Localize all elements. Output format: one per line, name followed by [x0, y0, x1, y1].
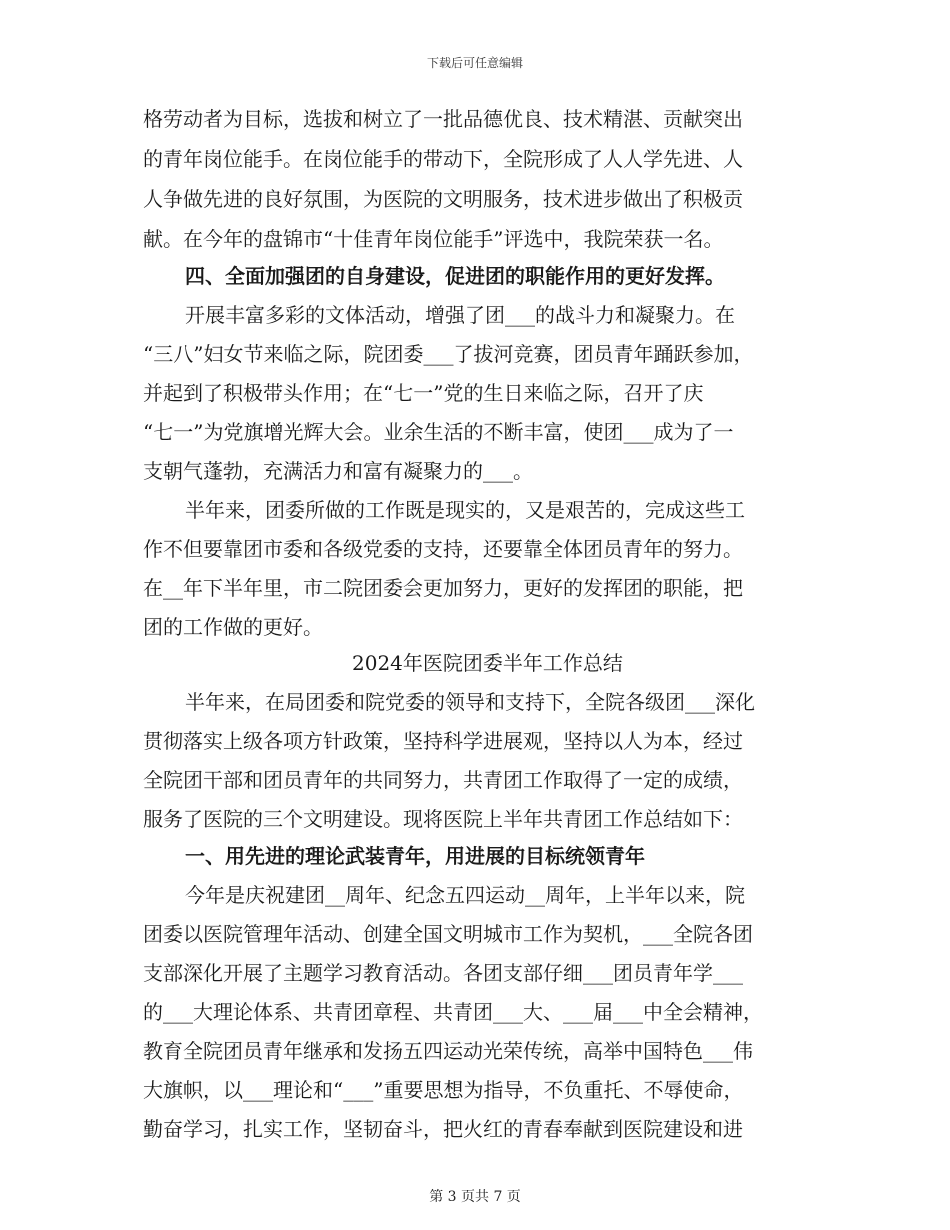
body-line: 的青年岗位能手。在岗位能手的带动下，全院形成了人人学先进、人	[143, 147, 743, 171]
section-heading: 一、用先进的理论武装青年，用进展的目标统领青年	[185, 844, 645, 868]
body-line: 服务了医院的三个文明建设。现将医院上半年共青团工作总结如下：	[143, 807, 743, 831]
body-line: 半年来，在局团委和院党委的领导和支持下，全院各级团___深化	[185, 690, 755, 714]
body-line: 大旗帜，以___理论和“___”重要思想为指导，不负重托、不辱使命，	[143, 1078, 744, 1102]
body-line: 人争做先进的良好氛围，为医院的文明服务，技术进步做出了积极贡	[143, 187, 743, 211]
body-line: 支朝气蓬勃，充满活力和富有凝聚力的___。	[143, 459, 533, 483]
body-line: 今年是庆祝建团__周年、纪念五四运动__周年，上半年以来，院	[185, 883, 745, 907]
page-number: 第 3 页共 7 页	[429, 1189, 521, 1205]
body-line: 并起到了积极带头作用；在“七一”党的生日来临之际，召开了庆	[143, 381, 704, 405]
body-line: 开展丰富多彩的文体活动，增强了团___的战斗力和凝聚力。在	[185, 303, 735, 327]
body-line: 献。在今年的盘锦市“十佳青年岗位能手”评选中，我院荣获一名。	[143, 227, 724, 251]
body-line: 的___大理论体系、共青团章程、共青团___大、___届___中全会精神，	[143, 1000, 763, 1024]
section-heading: 四、全面加强团的自身建设，促进团的职能作用的更好发挥。	[185, 264, 725, 288]
body-line: 全院团干部和团员青年的共同努力，共青团工作取得了一定的成绩，	[143, 768, 743, 792]
body-line: 在__年下半年里，市二院团委会更加努力，更好的发挥团的职能，把	[143, 576, 743, 600]
body-line: “三八”妇女节来临之际，院团委___了拔河竞赛，团员青年踊跃参加，	[143, 342, 754, 366]
body-line: “七一”为党旗增光辉大会。业余生活的不断丰富，使团___成为了一	[143, 420, 734, 444]
body-line: 教育全院团员青年继承和发扬五四运动光荣传统，高举中国特色___伟	[143, 1039, 753, 1063]
body-line: 团的工作做的更好。	[143, 615, 323, 639]
body-line: 贯彻落实上级各项方针政策，坚持科学进展观，坚持以人为本，经过	[143, 729, 743, 753]
header-note: 下载后可任意编辑	[426, 56, 523, 70]
body-line: 团委以医院管理年活动、创建全国文明城市工作为契机，___全院各团	[143, 922, 753, 946]
body-line: 半年来，团委所做的工作既是现实的，又是艰苦的，完成这些工	[185, 498, 745, 522]
body-line: 作不但要靠团市委和各级党委的支持，还要靠全体团员青年的努力。	[143, 537, 743, 561]
body-line: 支部深化开展了主题学习教育活动。各团支部仔细___团员青年学___	[143, 961, 743, 985]
document-title: 2024年医院团委半年工作总结	[352, 651, 623, 675]
body-line: 格劳动者为目标，选拔和树立了一批品德优良、技术精湛、贡献突出	[143, 107, 743, 131]
body-line: 勤奋学习，扎实工作，坚韧奋斗，把火红的青春奉献到医院建设和进	[143, 1117, 743, 1141]
